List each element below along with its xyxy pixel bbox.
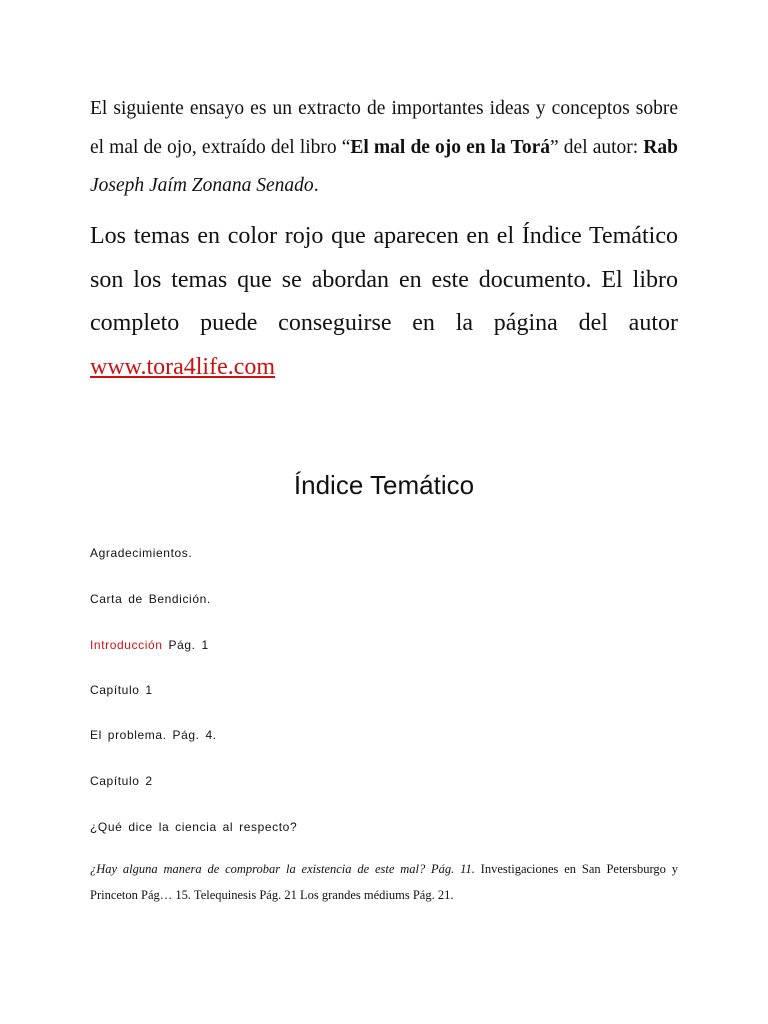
author-prefix: Rab [643, 136, 678, 158]
toc-item-introduccion [90, 637, 209, 653]
toc-item-agradecimientos: Agradecimientos. [90, 546, 193, 560]
toc-item-ciencia: ¿Qué dice la ciencia al respecto? [90, 820, 298, 834]
intro-text-1: El siguiente ensayo es un extracto de importantes ideas y conceptos sobre el mal de ojo, extraído del libro “ [90, 98, 678, 158]
toc-italic-question: ¿Hay alguna manera de comprobar la existencia de este mal? Pág. 11. [90, 862, 475, 876]
notice-paragraph [90, 215, 678, 389]
intro-paragraph [90, 90, 678, 206]
toc-highlighted-topic: Introducción [90, 638, 163, 652]
intro-text-2: ” del autor: [550, 136, 644, 158]
author-website-link[interactable]: www.tora4life.com [90, 353, 276, 380]
toc-item-capitulo-1: Capítulo 1 [90, 683, 153, 697]
toc-item-el-problema: El problema. Pág. 4. [90, 728, 217, 742]
toc-item-carta-de-bendicion: Carta de Bendición. [90, 592, 211, 606]
toc-title: Índice Temático [293, 470, 475, 500]
intro-text-3: . [313, 175, 319, 196]
toc-item-capitulo-2: Capítulo 2 [90, 774, 153, 788]
toc-subtopics: Investigaciones en San Petersburgo y Princeton Pág… 15. Telequinesis Pág. 21 Los grandes médiums Pág. 21. [90, 862, 679, 902]
notice-text: Los temas en color rojo que aparecen en el Índice Temático son los temas que se abordan en este documento. El libro completo puede conseguirse en la página del autor [90, 223, 678, 336]
book-title: El mal de ojo en la Torá [350, 136, 551, 158]
author-name: Joseph Jaím Zonana Senado [90, 175, 314, 196]
toc-item-existencia-del-mal [90, 856, 678, 908]
toc-page-number: Pág. 1 [168, 638, 209, 652]
